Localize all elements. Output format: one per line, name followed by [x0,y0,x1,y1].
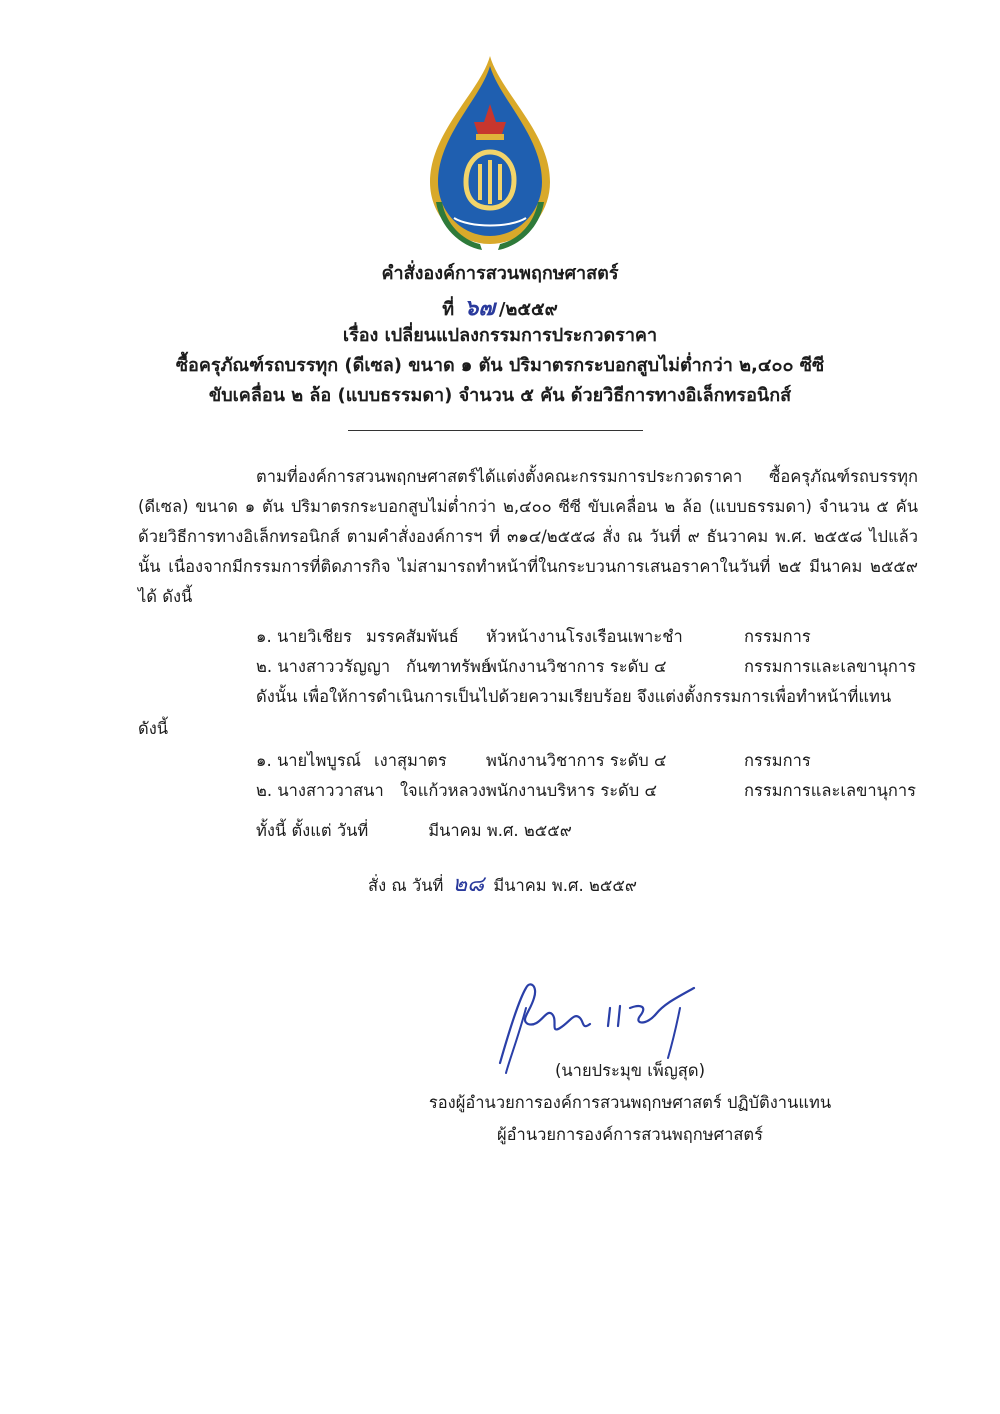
paragraph-2-line-1: ดังนั้น เพื่อให้การดำเนินการเป็นไปด้วยความเรียบร้อย จึงแต่งตั้งกรรมการเพื่อทำหน้าที่แทน [256,687,892,706]
member-position: พนักงานวิชาการ ระดับ ๔ [486,751,667,770]
effective-date [256,818,572,844]
member-surname: มรรคสัมพันธ์ [366,627,459,646]
signer-position: รองผู้อำนวยการองค์การสวนพฤกษศาสตร์ ปฏิบัติงานแทน [428,1093,832,1112]
subject-line-2: ซื้อครุภัณฑ์รถบรรทุก (ดีเซล) ขนาด ๑ ตัน ปริมาตรกระบอกสูบไม่ต่ำกว่า ๒,๔๐๐ ซีซี [175,355,825,376]
order-number-handwritten: ๖๗ [464,295,495,321]
member-name: ๒. นางสาววรัญญา [256,657,391,676]
member-surname: เงาสุมาตร [374,751,447,770]
member-surname: ใจแก้วหลวง [400,781,486,800]
paragraph-1-text: ตามที่องค์การสวนพฤกษศาสตร์ได้แต่งตั้งคณะกรรมการประกวดราคา ซื้อครุภัณฑ์รถบรรทุก (ดีเซล) ขนาด ๑ ตัน ปริมาตรกระบอกสูบไม่ต่ำกว่า ๒,๔๐๐ ซีซี ขับเคลื่อน ๒ ล้อ (แบบธรรมดา) จำนวน ๕ คัน ด้วยวิธีการทางอิเล็กทรอนิกส์ ตามคำสั่งองค์การฯ ที่ ๓๑๔/๒๕๕๘ สั่ง ณ วันที่ ๙ ธันวาคม พ.ศ. ๒๕๕๘ ไปแล้วนั้น เนื่องจากมีกรรมการที่ติดภารกิจ ไม่สามารถทำหน้าที่ในกระบวนการเสนอราคาในวันที่ ๒๕ มีนาคม ๒๕๕๙ ได้ ดังนี้ [138,467,918,606]
order-number-prefix: ที่ [442,299,455,320]
botanical-garden-emblem-icon [420,52,560,252]
member-role: กรรมการและเลขานุการ [744,781,917,800]
issued-day-handwritten: ๒๘ [452,872,485,897]
signer-name: (นายประมุข เพ็ญสุด) [554,1061,706,1080]
order-number-suffix: /๒๕๕๙ [498,299,558,320]
divider [348,430,643,431]
paragraph-2-line-2: ดังนี้ [138,719,169,738]
order-title: คำสั่งองค์การสวนพฤกษศาสตร์ [381,263,619,284]
body-paragraph-1 [138,462,918,612]
subject-line-3: ขับเคลื่อน ๒ ล้อ (แบบธรรมดา) จำนวน ๕ คัน ด้วยวิธีการทางอิเล็กทรอนิกส์ [208,385,792,406]
member-position: พนักงานบริหาร ระดับ ๔ [486,781,657,800]
member-name: ๑. นายไพบูรณ์ [256,751,361,770]
member-role: กรรมการและเลขานุการ [744,657,917,676]
effective-prefix: ทั้งนี้ ตั้งแต่ วันที่ [256,821,369,840]
member-surname: กันฑาทรัพย์ [406,657,491,676]
effective-suffix: มีนาคม พ.ศ. ๒๕๕๙ [428,821,572,840]
member-role: กรรมการ [744,751,811,770]
member-name: ๒. นางสาววาสนา [256,781,384,800]
issued-prefix: สั่ง ณ วันที่ [368,876,444,895]
member-position: หัวหน้างานโรงเรือนเพาะชำ [486,627,683,646]
member-name: ๑. นายวิเชียร [256,627,352,646]
subject-line-1: เรื่อง เปลี่ยนแปลงกรรมการประกวดราคา [342,325,658,346]
member-position: พนักงานวิชาการ ระดับ ๔ [486,657,667,676]
issued-suffix: มีนาคม พ.ศ. ๒๕๕๙ [493,876,637,895]
member-role: กรรมการ [744,627,811,646]
issued-date [368,866,637,901]
signer-acting-for: ผู้อำนวยการองค์การสวนพฤกษศาสตร์ [496,1125,764,1144]
